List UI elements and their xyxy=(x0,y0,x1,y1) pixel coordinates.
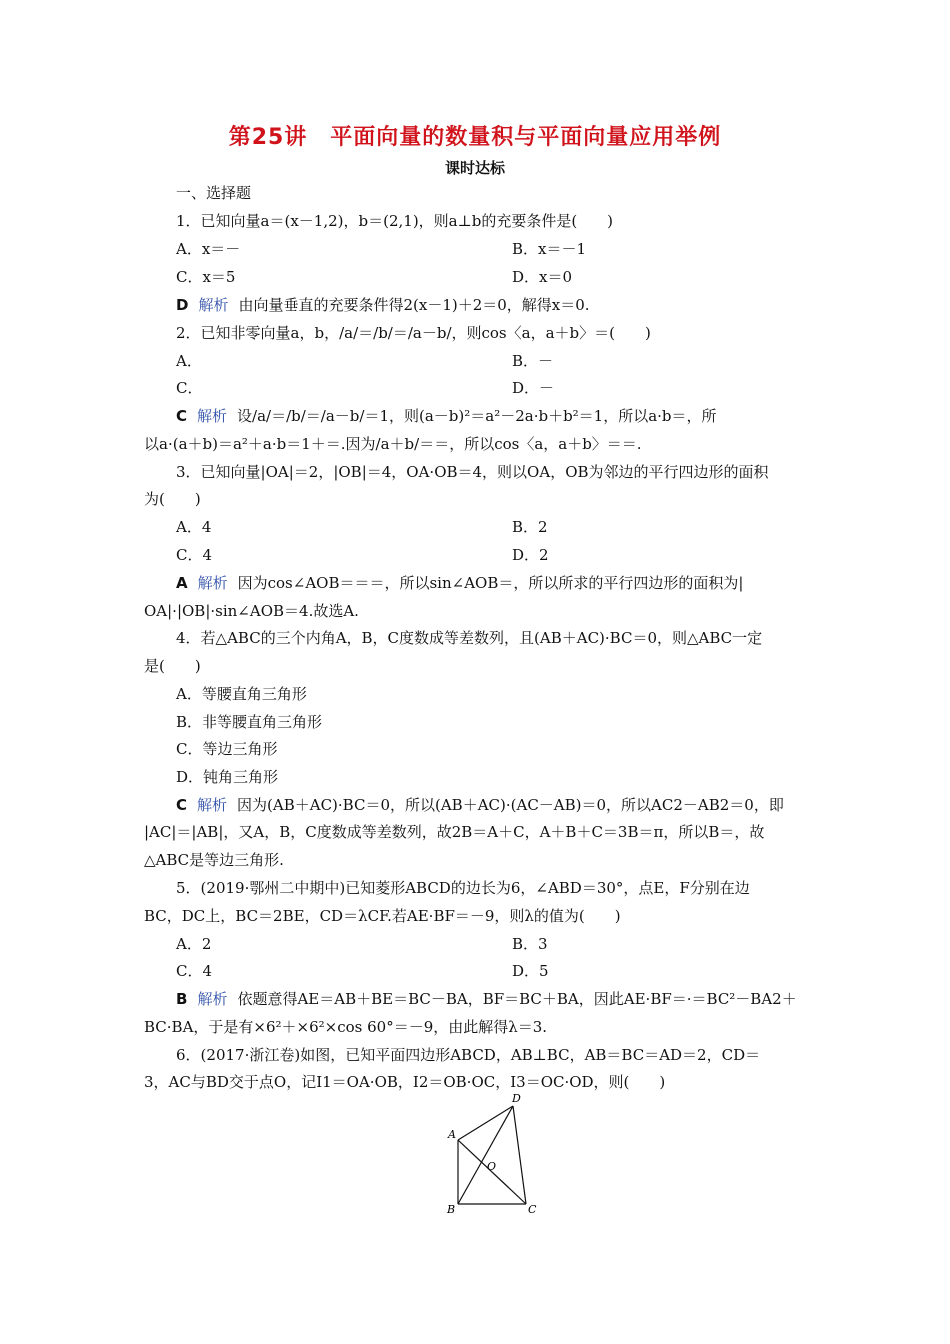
q5-stem-1: 5．(2019·鄂州二中期中)已知菱形ABCD的边长为6，∠ABD＝30°，点E，F分别在边 xyxy=(176,879,750,897)
q5-stem-2: BC，DC上，BC＝2BE，CD＝λCF.若AE·BF＝－9，则λ的值为( ) xyxy=(144,907,621,925)
q5-option-d: D．5 xyxy=(512,962,549,980)
q2-option-d: D．－ xyxy=(512,379,555,397)
diagonal-bd xyxy=(458,1106,513,1204)
q3-option-c: C．4 xyxy=(176,546,213,564)
q5-solution-text-1: 依题意得AE＝AB＋BE＝BC－BA，BF＝BC＋BA，因此AE·BF＝·＝BC²－BA2＋ xyxy=(237,990,797,1008)
q5-solution-text-2: BC·BA，于是有×6²＋×6²×cos 60°＝－9，由此解得λ＝3. xyxy=(144,1018,548,1036)
q2-solution-text-2: 以a·(a＋b)＝a²＋a·b＝1＋＝.因为/a＋b/＝＝，所以cos〈a，a＋b〉＝＝. xyxy=(144,435,642,453)
q5-solution-tag: 解析 xyxy=(197,990,228,1008)
q5-option-c: C．4 xyxy=(176,962,213,980)
q4-option-b: B．非等腰直角三角形 xyxy=(176,713,323,731)
page-subtitle: 课时达标 xyxy=(444,159,505,177)
q4-stem-2: 是( ) xyxy=(144,657,201,675)
q1-solution-text: 由向量垂直的充要条件得2(x－1)＋2＝0，解得x＝0. xyxy=(238,296,590,314)
q5-option-a: A．2 xyxy=(176,935,212,953)
q4-solution-text-2: |AC|＝|AB|，又A，B，C度数成等差数列，故2B＝A＋C，A＋B＋C＝3B＝π，所以B＝，故 xyxy=(144,823,765,841)
label-d: D xyxy=(512,1092,521,1105)
q6-stem-2: 3，AC与BD交于点O，记I1＝OA·OB，I2＝OB·OC，I3＝OC·OD，则( ) xyxy=(144,1073,666,1091)
q1-stem: 1．已知向量a＝(x－1,2)，b＝(2,1)，则a⊥b的充要条件是( ) xyxy=(176,212,614,230)
q5-answer: B xyxy=(176,990,188,1008)
q5-option-b: B．3 xyxy=(512,935,548,953)
q2-solution xyxy=(176,406,717,426)
q4-solution xyxy=(176,795,784,815)
q3-solution-text-1: 因为cos∠AOB＝＝＝，所以sin∠AOB＝，所以所求的平行四边形的面积为| xyxy=(237,574,744,592)
label-o: O xyxy=(487,1160,497,1173)
q4-answer: C xyxy=(176,796,188,814)
q4-solution-text-3: △ABC是等边三角形. xyxy=(144,851,284,869)
page-title: 第25讲 平面向量的数量积与平面向量应用举例 xyxy=(228,125,722,150)
q1-answer: D xyxy=(176,296,189,314)
q2-option-a: A． xyxy=(176,352,202,370)
q3-solution xyxy=(176,573,743,593)
q3-solution-text-2: OA|·|OB|·sin∠AOB＝4.故选A. xyxy=(144,602,359,620)
label-c: C xyxy=(528,1203,537,1216)
edge-cd xyxy=(513,1106,526,1204)
q4-stem-1: 4．若△ABC的三个内角A，B，C度数成等差数列，且(AB＋AC)·BC＝0，则△ABC一定 xyxy=(176,629,763,647)
edge-da xyxy=(458,1106,513,1140)
q2-stem: 2．已知非零向量a，b，/a/＝/b/＝/a－b/，则cos〈a，a＋b〉＝( ) xyxy=(176,324,651,342)
q4-solution-tag: 解析 xyxy=(197,796,228,814)
q5-solution xyxy=(176,989,797,1009)
q6-stem-1: 6．(2017·浙江卷)如图，已知平面四边形ABCD，AB⊥BC，AB＝BC＝AD＝2，CD＝ xyxy=(176,1046,761,1064)
q3-solution-tag: 解析 xyxy=(197,574,228,592)
q1-option-b: B．x＝－1 xyxy=(512,240,587,258)
label-a: A xyxy=(448,1128,456,1141)
q2-solution-text-1: 设/a/＝/b/＝/a－b/＝1，则(a－b)²＝a²－2a·b＋b²＝1，所以a·b＝，所 xyxy=(237,407,717,425)
label-b: B xyxy=(447,1203,456,1216)
quadrilateral-figure xyxy=(440,1090,550,1220)
q4-option-c: C．等边三角形 xyxy=(176,740,278,758)
q3-option-a: A．4 xyxy=(176,518,212,536)
q3-stem-2: 为( ) xyxy=(144,490,201,508)
q4-option-d: D．钝角三角形 xyxy=(176,768,279,786)
q2-option-c: C． xyxy=(176,379,203,397)
q2-answer: C xyxy=(176,407,188,425)
q1-solution-tag: 解析 xyxy=(198,296,229,314)
q3-stem-1: 3．已知向量|OA|＝2，|OB|＝4，OA·OB＝4，则以OA，OB为邻边的平行四边形的面积 xyxy=(176,463,769,481)
q3-option-d: D．2 xyxy=(512,546,549,564)
q2-solution-tag: 解析 xyxy=(197,407,228,425)
section-heading: 一、选择题 xyxy=(176,184,252,202)
q4-option-a: A．等腰直角三角形 xyxy=(176,685,307,703)
q1-option-c: C．x＝5 xyxy=(176,268,236,286)
q3-option-b: B．2 xyxy=(512,518,548,536)
q2-option-b: B．－ xyxy=(512,352,554,370)
q1-solution xyxy=(176,295,590,315)
q4-solution-text-1: 因为(AB＋AC)·BC＝0，所以(AB＋AC)·(AC－AB)＝0，所以AC2－AB2＝0，即 xyxy=(237,796,784,814)
q3-answer: A xyxy=(176,574,188,592)
q1-option-a: A．x＝－ xyxy=(176,240,241,258)
q1-option-d: D．x＝0 xyxy=(512,268,573,286)
